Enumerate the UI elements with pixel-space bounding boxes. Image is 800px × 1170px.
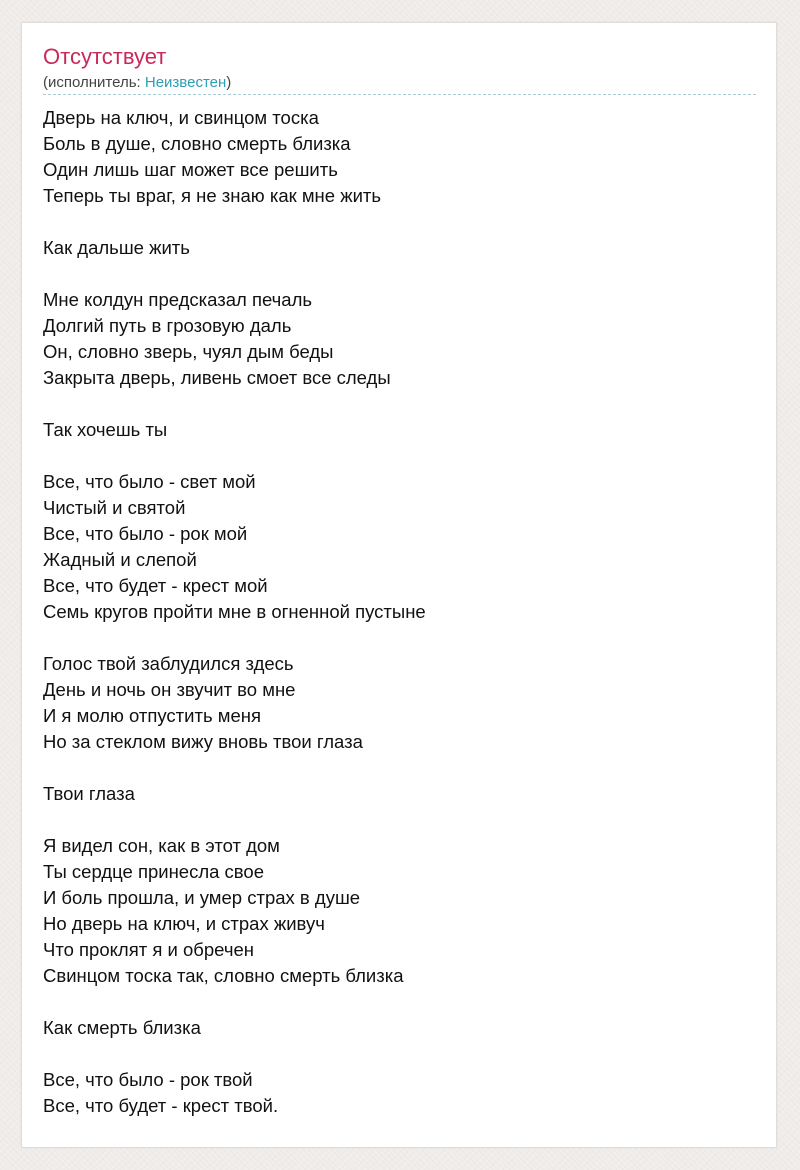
lyrics-card <box>21 22 777 1148</box>
lyric-line: Долгий путь в грозовую даль <box>43 315 292 336</box>
lyric-line: Все, что было - рок твой <box>43 1069 253 1090</box>
lyric-line: Теперь ты враг, я не знаю как мне жить <box>43 185 382 206</box>
lyric-line: И боль прошла, и умер страх в душе <box>43 887 361 908</box>
artist-prefix: (исполнитель: <box>43 74 145 91</box>
lyric-line: Твои глаза <box>43 783 135 804</box>
lyric-line: Мне колдун предсказал печаль <box>43 289 313 310</box>
artist-suffix: ) <box>226 74 232 91</box>
lyric-line: Закрыта дверь, ливень смоет все следы <box>43 367 391 388</box>
lyric-line: Но дверь на ключ, и страх живуч <box>43 913 325 934</box>
song-title: Отсутствует <box>43 44 167 69</box>
stanza-break <box>43 989 743 1015</box>
lyric-line: День и ночь он звучит во мне <box>43 679 296 700</box>
lyrics-body <box>43 105 743 1119</box>
lyric-line: Ты сердце принесла свое <box>43 861 265 882</box>
title-divider <box>43 94 756 95</box>
lyric-line: Все, что будет - крест твой. <box>43 1095 279 1116</box>
lyric-line: Семь кругов пройти мне в огненной пустыне <box>43 601 426 622</box>
lyric-line: Все, что было - рок мой <box>43 523 248 544</box>
stanza-break <box>43 1041 743 1067</box>
lyric-line: Боль в душе, словно смерть близка <box>43 133 351 154</box>
lyric-line: Один лишь шаг может все решить <box>43 159 338 180</box>
lyric-line: Так хочешь ты <box>43 419 168 440</box>
stanza-break <box>43 391 743 417</box>
lyric-line: Как дальше жить <box>43 237 190 258</box>
lyric-line: Голос твой заблудился здесь <box>43 653 294 674</box>
lyric-line: Все, что будет - крест мой <box>43 575 268 596</box>
lyric-line: Я видел сон, как в этот дом <box>43 835 280 856</box>
lyric-line: Дверь на ключ, и свинцом тоска <box>43 107 319 128</box>
lyric-line: Как смерть близка <box>43 1017 201 1038</box>
lyric-line: Он, словно зверь, чуял дым беды <box>43 341 334 362</box>
lyric-line: Жадный и слепой <box>43 549 197 570</box>
stanza-break <box>43 755 743 781</box>
artist-link[interactable]: Неизвестен <box>144 74 227 91</box>
artist-line <box>43 73 231 93</box>
lyric-line: Свинцом тоска так, словно смерть близка <box>43 965 404 986</box>
lyric-line: Все, что было - свет мой <box>43 471 256 492</box>
lyric-line: Что проклят я и обречен <box>43 939 254 960</box>
stanza-break <box>43 625 743 651</box>
lyric-line: И я молю отпустить меня <box>43 705 261 726</box>
stanza-break <box>43 807 743 833</box>
lyric-line: Но за стеклом вижу вновь твои глаза <box>43 731 363 752</box>
stanza-break <box>43 209 743 235</box>
lyric-line: Чистый и святой <box>43 497 186 518</box>
stanza-break <box>43 443 743 469</box>
stanza-break <box>43 261 743 287</box>
